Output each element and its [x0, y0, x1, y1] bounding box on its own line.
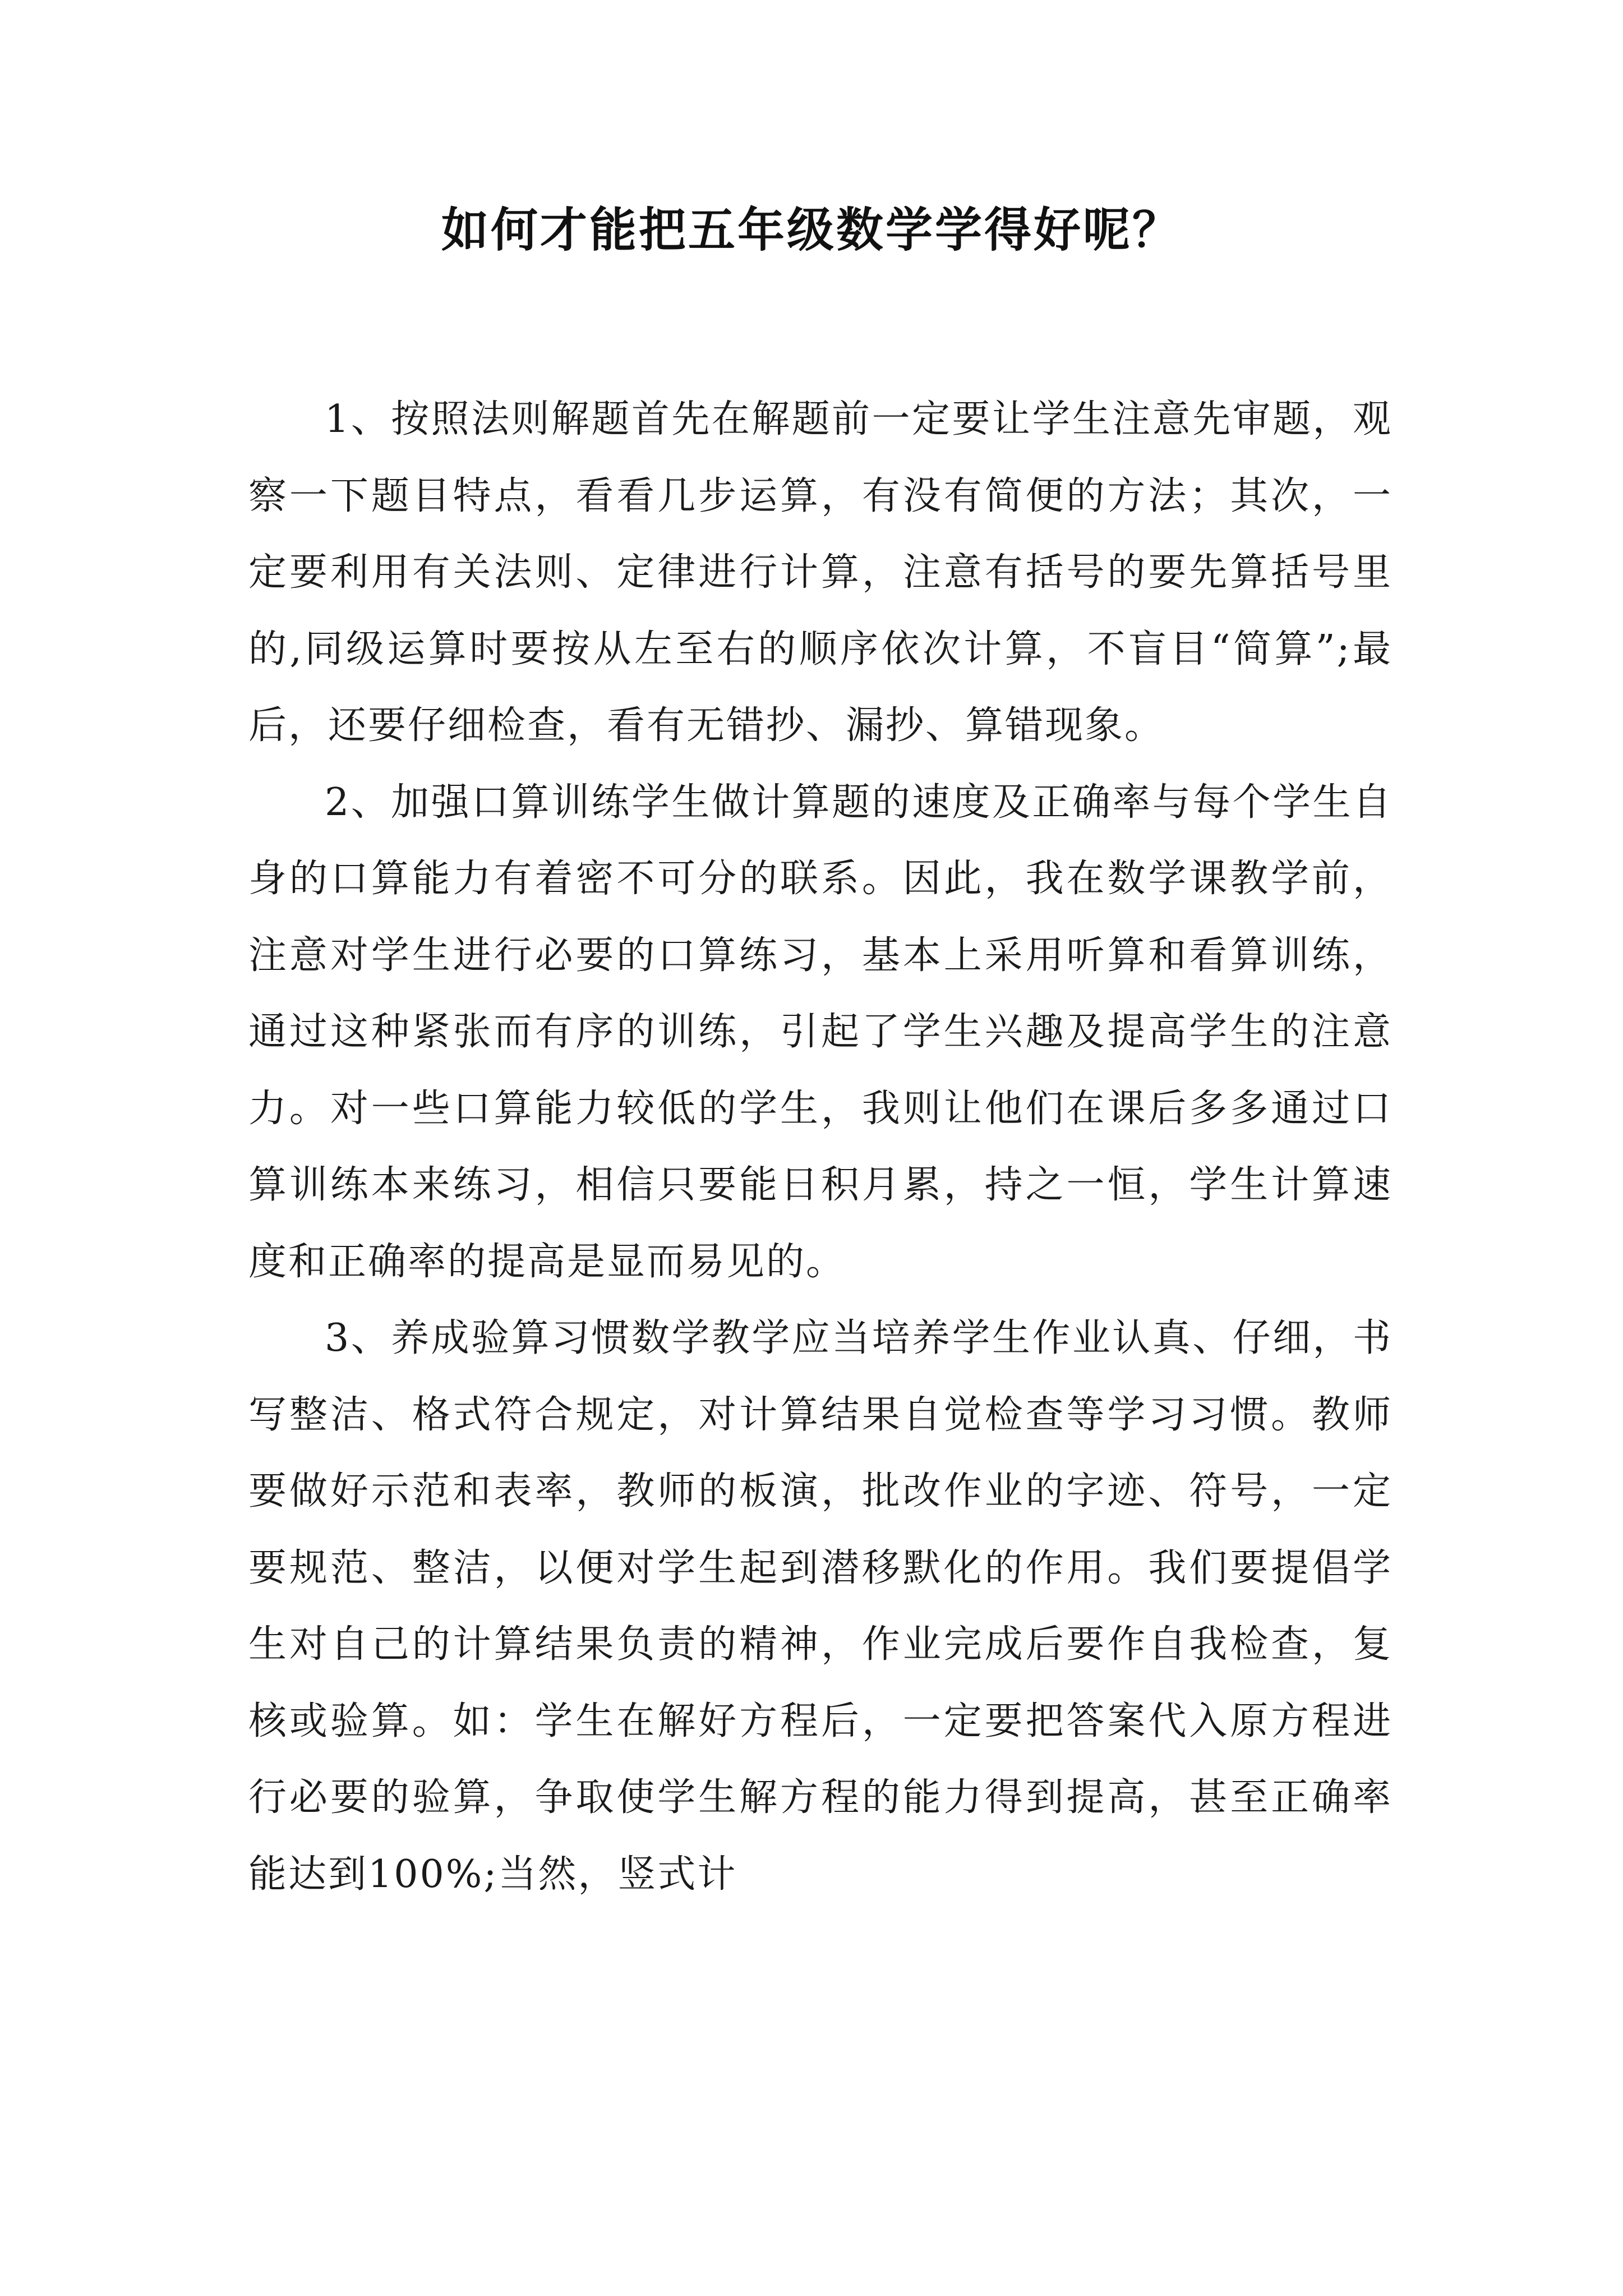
- paragraph-2: 2、加强口算训练学生做计算题的速度及正确率与每个学生自身的口算能力有着密不可分的联系。因此，我在数学课教学前，注意对学生进行必要的口算练习，基本上采用听算和看算训练，通过这种紧张而有序的训练，引起了学生兴趣及提高学生的注意力。对一些口算能力较低的学生，我则让他们在课后多多通过口算训练本来练习，相信只要能日积月累，持之一恒，学生计算速度和正确率的提高是显而易见的。: [248, 780, 1393, 1284]
- document-title: 如何才能把五年级数学学得好呢？: [441, 202, 1182, 257]
- paragraph-3: 3、养成验算习惯数学教学应当培养学生作业认真、仔细，书写整洁、格式符合规定，对计算结果自觉检查等学习习惯。教师要做好示范和表率，教师的板演，批改作业的字迹、符号，一定要规范、整洁，以便对学生起到潜移默化的作用。我们要提倡学生对自己的计算结果负责的精神，作业完成后要作自我检查，复核或验算。如：学生在解好方程后，一定要把答案代入原方程进行必要的验算，争取使学生解方程的能力得到提高，甚至正确率能达到100%;当然，竖式计: [248, 1316, 1393, 1897]
- paragraph-1: 1、按照法则解题首先在解题前一定要让学生注意先审题，观察一下题目特点，看看几步运算，有没有简便的方法；其次，一定要利用有关法则、定律进行计算，注意有括号的要先算括号里的,同级运算时要按从左至右的顺序依次计算，不盲目“简算”;最后，还要仔细检查，看有无错抄、漏抄、算错现象。: [248, 397, 1393, 748]
- document-body: [248, 381, 1393, 1913]
